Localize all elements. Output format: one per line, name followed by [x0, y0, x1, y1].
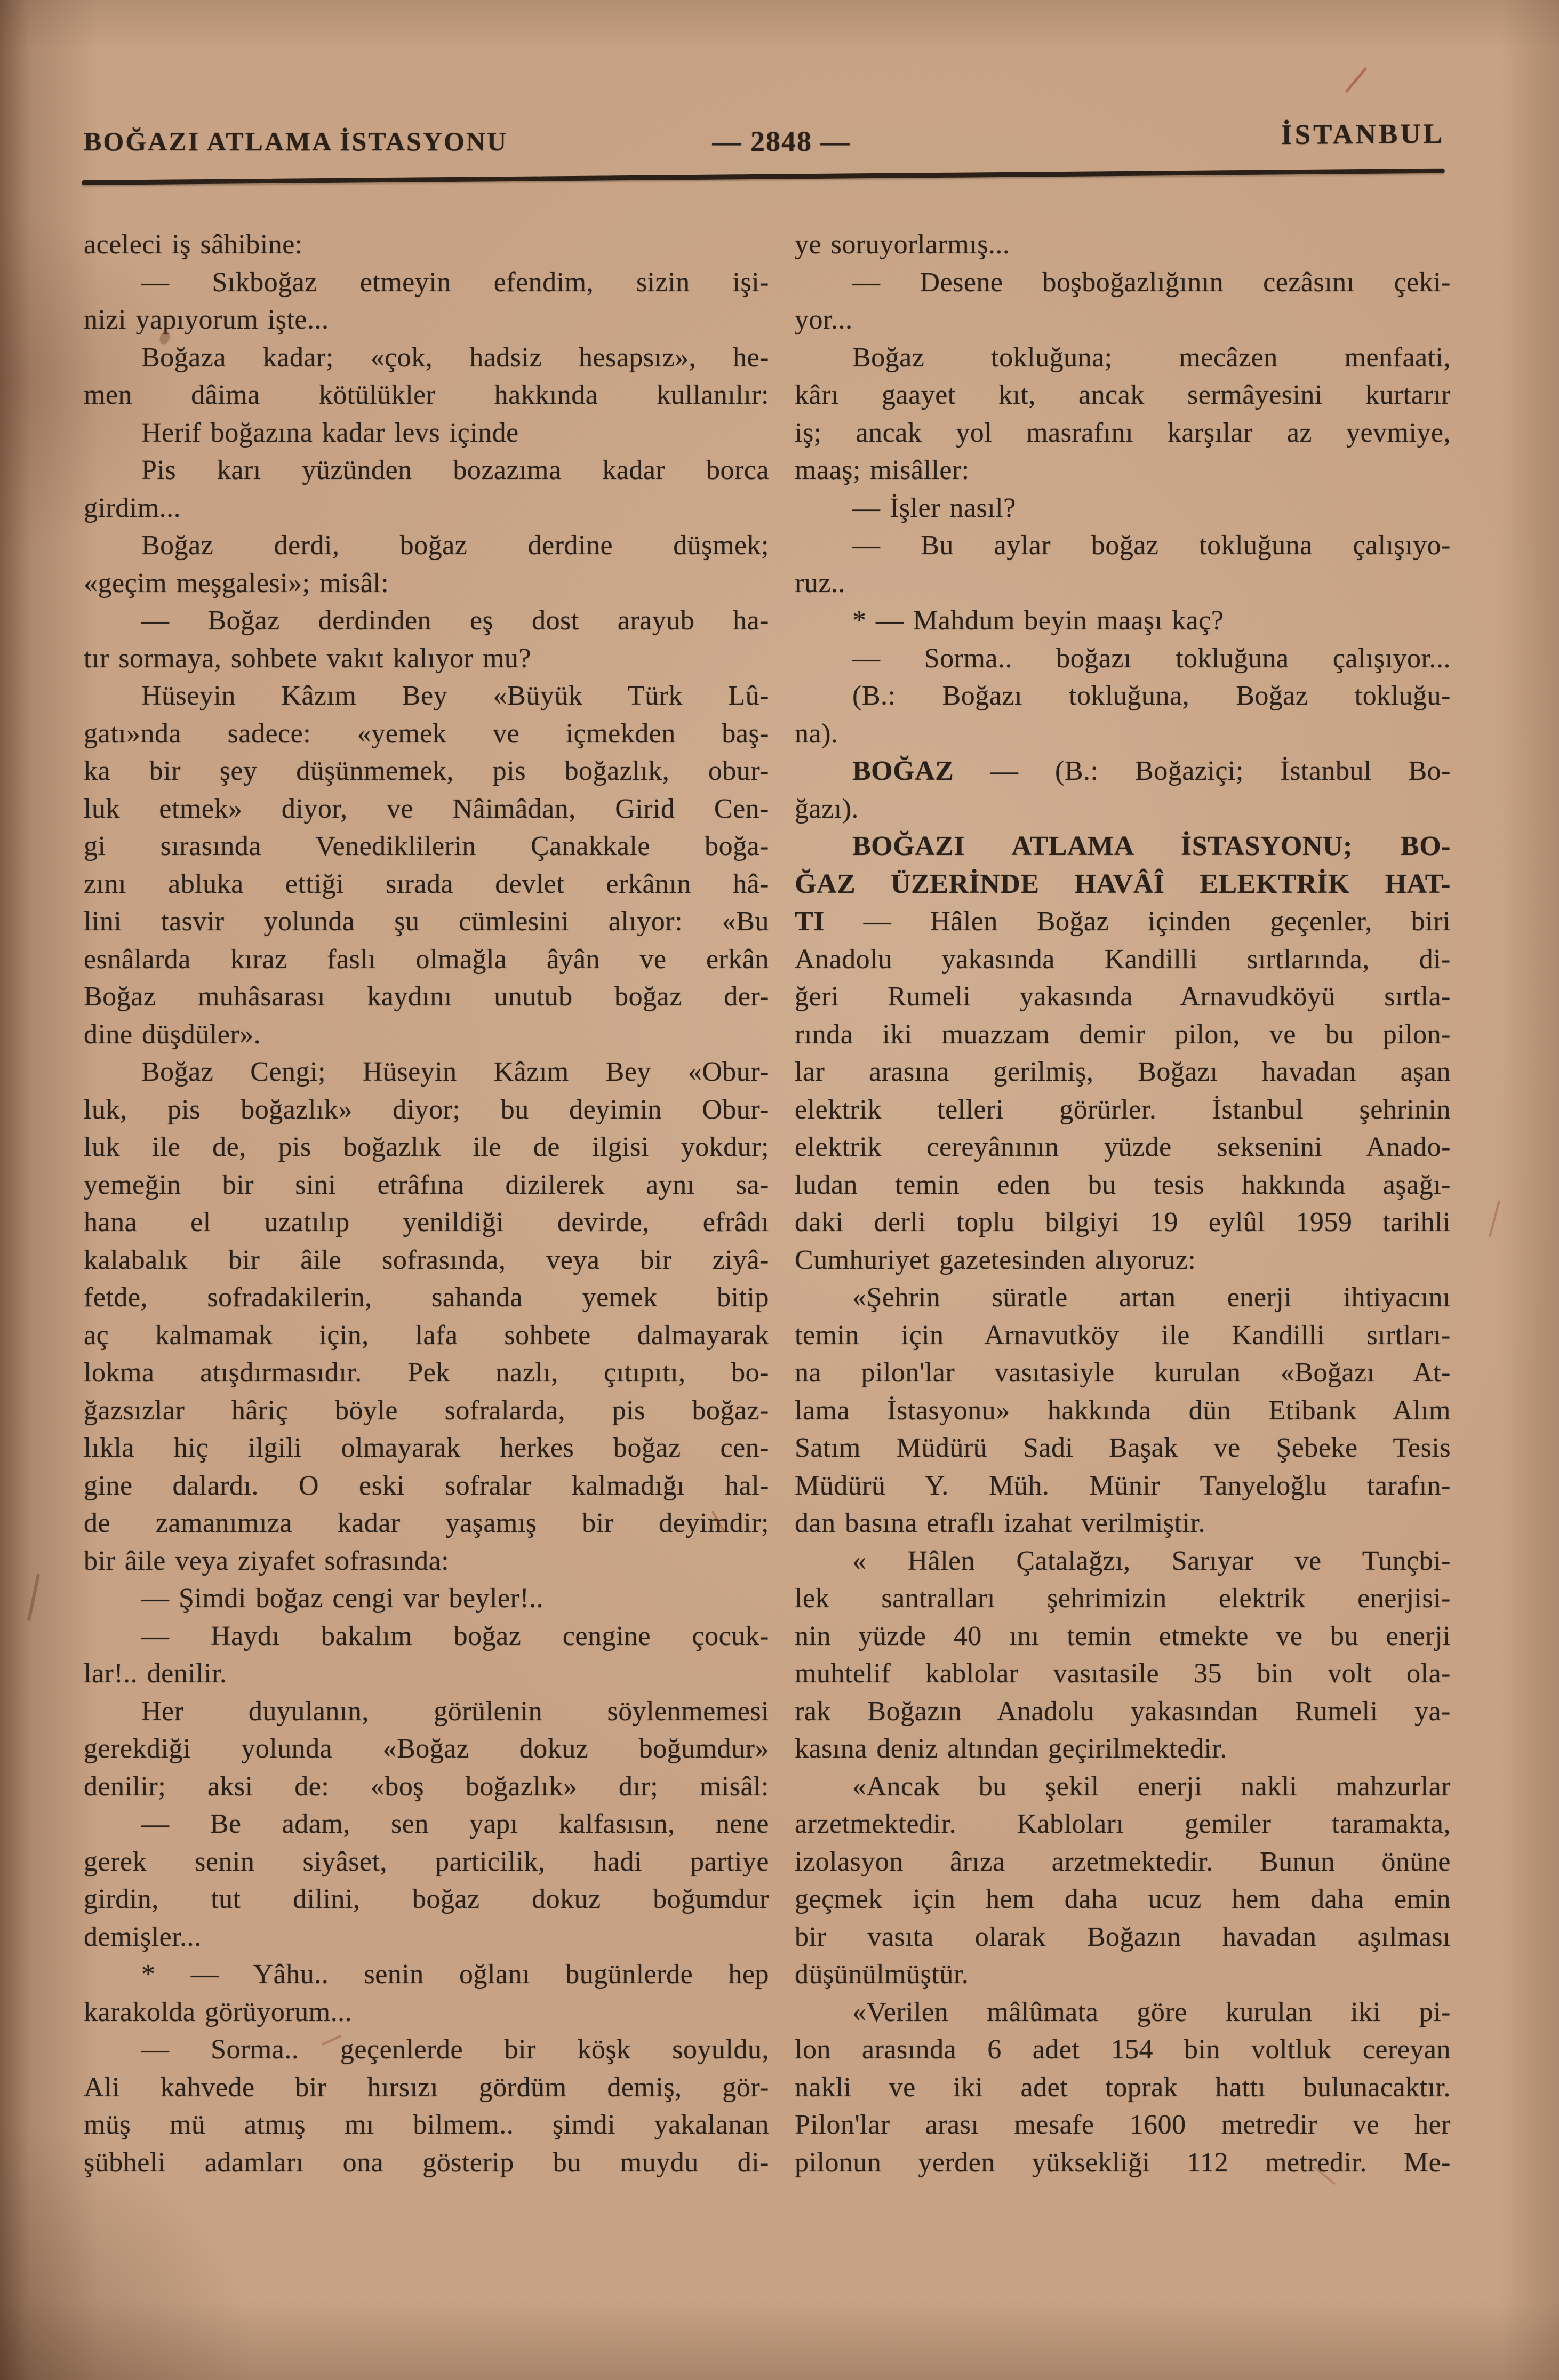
text-line: [84, 377, 769, 414]
text-segment: * — Mahdum beyin maaşı kaç?: [852, 605, 1224, 636]
text-line: [84, 903, 769, 941]
text-line: [84, 1129, 769, 1167]
text-segment: lama İstasyonu» hakkında dün Etibank Alım: [795, 1395, 1451, 1426]
text-line: [795, 1279, 1451, 1317]
text-segment: bir vasıta olarak Boğazın havadan aşılması: [795, 1921, 1451, 1952]
text-segment: izolasyon ârıza arzetmektedir. Bunun önüne: [795, 1846, 1451, 1877]
text-segment: nin yüzde 40 ını temin etmekte ve bu enerji: [795, 1620, 1451, 1651]
text-segment: luk ile de, pis boğazlık ile de ilgisi yokdur;: [84, 1132, 769, 1162]
text-line: [795, 978, 1451, 1016]
text-line: [795, 640, 1451, 678]
text-line: [795, 866, 1451, 904]
text-segment: yemeğin bir sini etrâfına dizilerek aynı sa-: [84, 1169, 769, 1200]
text-segment: Satım Müdürü Sadi Başak ve Şebeke Tesis: [795, 1433, 1451, 1463]
text-line: [795, 1768, 1451, 1806]
text-line: [84, 1392, 769, 1430]
text-segment: gatı»nda sadece: «yemek ve içmekden baş-: [84, 718, 769, 749]
text-segment: hana el uzatılıp yenildiği devirde, efrâdı: [84, 1207, 769, 1237]
text-segment: — Be adam, sen yapı kalfasısın, nene: [141, 1809, 769, 1839]
text-line: [795, 2069, 1451, 2107]
text-line: [795, 1618, 1451, 1656]
text-line: [795, 1806, 1451, 1843]
text-segment: * — Yâhu.. senin oğlanı bugünlerde hep: [141, 1959, 769, 1990]
text-segment: gerekdiği yolunda «Boğaz dokuz boğumdur»: [84, 1734, 769, 1764]
text-column-left: [84, 226, 769, 2182]
text-segment: — Sıkboğaz etmeyin efendim, sizin işi-: [141, 267, 769, 298]
text-segment: aceleci iş sâhibine:: [84, 229, 303, 260]
paper-stain: [27, 1574, 41, 1621]
text-line: [795, 1580, 1451, 1618]
text-line: [84, 1429, 769, 1467]
text-segment: gerek senin siyâset, particilik, hadi partiye: [84, 1846, 769, 1877]
text-segment: — Sorma.. geçenlerde bir köşk soyuldu,: [141, 2034, 769, 2065]
text-line: [84, 1016, 769, 1054]
text-segment: — Haydı bakalım boğaz cengine çocuk-: [141, 1620, 769, 1651]
text-segment: rında iki muazzam demir pilon, ve bu pilon-: [795, 1019, 1451, 1050]
text-line: [84, 602, 769, 640]
text-line: [795, 452, 1451, 490]
text-line: [84, 1655, 769, 1693]
text-line: [84, 1994, 769, 2032]
text-line: [84, 1693, 769, 1731]
text-segment: Anadolu yakasında Kandilli sırtlarında, di-: [795, 944, 1451, 975]
text-line: [795, 715, 1451, 753]
text-segment: nizi yapıyorum işte...: [84, 305, 329, 335]
paper-fiber: [1489, 1201, 1500, 1237]
text-line: [795, 264, 1451, 302]
text-line: [84, 715, 769, 753]
text-line: [795, 828, 1451, 866]
text-segment: nakli ve iki adet toprak hattı bulunacaktır.: [795, 2072, 1451, 2103]
running-title-volume: İSTANBUL: [1281, 118, 1445, 151]
text-line: [795, 1730, 1451, 1768]
text-line: [84, 339, 769, 377]
text-segment: temin için Arnavutköy ile Kandilli sırtları-: [795, 1320, 1451, 1351]
text-line: [84, 301, 769, 339]
text-line: [795, 790, 1451, 828]
text-segment: — Bu aylar boğaz tokluğuna çalışıyo-: [852, 530, 1451, 561]
header-rule: [82, 169, 1445, 185]
text-line: [84, 1279, 769, 1317]
text-segment: ka bir şey düşünmemek, pis boğazlık, obur-: [84, 756, 769, 786]
text-line: [84, 866, 769, 904]
text-line: [84, 1204, 769, 1242]
text-segment: girdin, tut dilini, boğaz dokuz boğumdur: [84, 1884, 769, 1914]
text-line: [84, 640, 769, 678]
text-line: [84, 1768, 769, 1806]
text-line: [795, 1167, 1451, 1204]
text-line: [84, 1881, 769, 1919]
text-line: [84, 828, 769, 866]
text-line: [795, 753, 1451, 790]
text-segment: zını abluka ettiği sırada devlet erkânın hâ-: [84, 868, 769, 899]
text-line: [84, 978, 769, 1016]
text-segment: — (B.: Boğaziçi; İstanbul Bo-: [954, 756, 1451, 786]
text-segment: geçmek için hem daha ucuz hem daha emin: [795, 1884, 1451, 1914]
text-line: [795, 527, 1451, 565]
text-segment: «Ancak bu şekil enerji nakli mahzurlar: [852, 1771, 1451, 1802]
text-segment: Hüseyin Kâzım Bey «Büyük Türk Lû-: [141, 681, 769, 711]
text-segment: « Hâlen Çatalağzı, Sarıyar ve Tunçbi-: [852, 1545, 1451, 1576]
text-segment: ruz..: [795, 568, 845, 598]
text-line: [795, 1843, 1451, 1881]
text-segment: müş mü atmış mı bilmem.. şimdi yakalanan: [84, 2110, 769, 2140]
text-line: [84, 2144, 769, 2182]
text-segment: men dâima kötülükler hakkında kullanılır:: [84, 380, 769, 410]
text-line: [84, 790, 769, 828]
text-segment: elektrik telleri görürler. İstanbul şehrinin: [795, 1094, 1451, 1125]
text-segment: Boğaza kadar; «çok, hadsiz hesapsız», he-: [141, 342, 769, 373]
text-line: [795, 1091, 1451, 1129]
text-line: [84, 1730, 769, 1768]
text-segment: «geçim meşgalesi»; misâl:: [84, 568, 389, 598]
bold-text-segment: ĞAZ ÜZERİNDE HAVÂÎ ELEKTRİK HAT-: [795, 868, 1451, 899]
text-segment: lokma atışdırmasıdır. Pek nazlı, çıtıpıtı, bo-: [84, 1357, 769, 1388]
text-segment: daki derli toplu bilgiyi 19 eylûl 1959 tarihli: [795, 1207, 1451, 1237]
text-segment: Müdürü Y. Müh. Münir Tanyeloğlu tarafın-: [795, 1470, 1451, 1501]
text-segment: aç kalmamak için, lafa sohbete dalmayarak: [84, 1320, 769, 1351]
text-line: [795, 941, 1451, 979]
text-segment: ğazı).: [795, 793, 859, 824]
text-segment: Boğaz muhâsarası kaydını unutub boğaz der-: [84, 981, 769, 1012]
text-segment: girdim...: [84, 492, 181, 523]
text-segment: düşünülmüştür.: [795, 1959, 969, 1990]
text-line: [795, 377, 1451, 414]
text-line: [84, 2069, 769, 2107]
text-segment: — İşler nasıl?: [852, 492, 1016, 523]
text-segment: arzetmektedir. Kabloları gemiler taramakta,: [795, 1809, 1451, 1839]
text-segment: ğazsızlar hâriç böyle sofralarda, pis boğaz-: [84, 1395, 769, 1426]
text-segment: denilir; aksi de: «boş boğazlık» dır; misâl:: [84, 1771, 769, 1802]
text-segment: Ali kahvede bir hırsızı gördüm demiş, gör-: [84, 2072, 769, 2103]
text-column-right: [795, 226, 1451, 2182]
text-line: [84, 414, 769, 452]
paper-fiber: [1345, 67, 1367, 93]
text-line: [795, 1919, 1451, 1956]
text-segment: na).: [795, 718, 838, 749]
text-segment: karakolda görüyorum...: [84, 1996, 353, 2027]
text-segment: Her duyulanın, görülenin söylenmemesi: [141, 1696, 769, 1727]
bold-text-segment: TI: [795, 906, 825, 937]
text-segment: — Boğaz derdinden eş dost arayub ha-: [141, 605, 769, 636]
text-line: [84, 1317, 769, 1355]
text-line: [84, 1618, 769, 1656]
text-line: [84, 1543, 769, 1580]
text-line: [84, 1806, 769, 1843]
text-segment: luk etmek» diyor, ve Nâimâdan, Girid Cen-: [84, 793, 769, 824]
text-segment: lıkla hiç ilgili olmayarak herkes boğaz cen-: [84, 1433, 769, 1463]
text-line: [795, 2144, 1451, 2182]
text-segment: pilonun yerden yüksekliği 112 metredir. Me-: [795, 2147, 1451, 2178]
text-line: [84, 1843, 769, 1881]
text-segment: «Şehrin süratle artan enerji ihtiyacını: [852, 1282, 1451, 1313]
text-segment: Pilon'lar arası mesafe 1600 metredir ve her: [795, 2110, 1451, 2140]
text-line: [795, 2031, 1451, 2069]
text-line: [795, 1881, 1451, 1919]
text-segment: şübheli adamları ona gösterip bu muydu di-: [84, 2147, 769, 2178]
text-segment: Boğaz tokluğuna; mecâzen menfaati,: [852, 342, 1451, 373]
text-segment: lek santralları şehrimizin elektrik enerjisi-: [795, 1583, 1451, 1614]
text-segment: Cumhuriyet gazetesinden alıyoruz:: [795, 1244, 1196, 1275]
text-line: [795, 1655, 1451, 1693]
text-segment: elektrik cereyânının yüzde seksenini Anado-: [795, 1132, 1451, 1162]
text-segment: maaş; misâller:: [795, 455, 970, 485]
text-line: [795, 1317, 1451, 1355]
text-segment: — Şimdi boğaz cengi var beyler!..: [141, 1583, 544, 1614]
text-line: [795, 226, 1451, 264]
text-line: [84, 1505, 769, 1543]
text-line: [795, 1693, 1451, 1731]
text-line: [795, 339, 1451, 377]
text-segment: ye soruyorlarmış...: [795, 229, 1010, 260]
text-segment: yor...: [795, 305, 853, 335]
text-segment: luk, pis boğazlık» diyor; bu deyimin Obur-: [84, 1094, 769, 1125]
text-segment: Pis karı yüzünden bozazıma kadar borca: [141, 455, 769, 485]
text-segment: — Sorma.. boğazı tokluğuna çalışıyor...: [852, 643, 1451, 674]
text-segment: — Desene boşboğazlığının cezâsını çeki-: [852, 267, 1451, 298]
text-segment: iş; ancak yol masrafını karşılar az yevmiye,: [795, 417, 1451, 448]
text-line: [84, 1919, 769, 1956]
text-segment: kârı gaayet kıt, ancak sermâyesini kurtarır: [795, 380, 1451, 410]
text-line: [84, 677, 769, 715]
text-line: [795, 1016, 1451, 1054]
text-line: [795, 903, 1451, 941]
bold-text-segment: BOĞAZ: [852, 756, 954, 786]
text-line: [795, 1429, 1451, 1467]
text-line: [84, 941, 769, 979]
text-segment: kalabalık bir âile sofrasında, veya bir ziyâ-: [84, 1244, 769, 1275]
text-line: [84, 527, 769, 565]
text-segment: Boğaz derdi, boğaz derdine düşmek;: [141, 530, 769, 561]
text-segment: demişler...: [84, 1921, 202, 1952]
text-segment: fetde, sofradakilerin, sahanda yemek bitip: [84, 1282, 769, 1313]
text-segment: lar!.. denilir.: [84, 1658, 227, 1689]
text-line: [84, 1053, 769, 1091]
text-segment: lon arasında 6 adet 154 bin voltluk cereyan: [795, 2034, 1451, 2065]
page-number: — 2848 —: [712, 125, 851, 157]
text-segment: ludan temin eden bu tesis hakkında aşağı-: [795, 1169, 1451, 1200]
text-segment: dan basına etraflı izahat verilmiştir.: [795, 1508, 1205, 1538]
text-line: [84, 452, 769, 490]
text-line: [84, 226, 769, 264]
text-line: [795, 414, 1451, 452]
text-line: [84, 1467, 769, 1505]
text-line: [795, 1242, 1451, 1280]
text-line: [84, 753, 769, 790]
text-line: [84, 490, 769, 528]
text-line: [795, 301, 1451, 339]
text-line: [84, 1956, 769, 1994]
text-segment: lini tasvir yolunda şu cümlesini alıyor: «Bu: [84, 906, 769, 937]
text-segment: kasına deniz altından geçirilmektedir.: [795, 1734, 1227, 1764]
running-title-entry: BOĞAZI ATLAMA İSTASYONU: [84, 126, 508, 156]
text-segment: Herif boğazına kadar levs içinde: [141, 417, 519, 448]
text-line: [84, 1091, 769, 1129]
text-line: [795, 1129, 1451, 1167]
text-segment: rak Boğazın Anadolu yakasından Rumeli ya-: [795, 1696, 1451, 1727]
bold-text-segment: BOĞAZI ATLAMA İSTASYONU; BO-: [852, 831, 1451, 861]
text-line: [84, 2106, 769, 2144]
text-line: [795, 1505, 1451, 1543]
text-line: [795, 1994, 1451, 2032]
text-line: [795, 602, 1451, 640]
text-line: [84, 1580, 769, 1618]
text-segment: Boğaz Cengi; Hüseyin Kâzım Bey «Obur-: [141, 1057, 769, 1087]
text-line: [84, 264, 769, 302]
text-line: [795, 677, 1451, 715]
text-segment: tır sormaya, sohbete vakıt kalıyor mu?: [84, 643, 532, 674]
text-line: [84, 1167, 769, 1204]
text-segment: bir âile veya ziyafet sofrasında:: [84, 1545, 450, 1576]
text-line: [795, 1392, 1451, 1430]
text-segment: de zamanımıza kadar yaşamış bir deyimdir;: [84, 1508, 769, 1538]
text-segment: gine dalardı. O eski sofralar kalmadığı hal-: [84, 1470, 769, 1501]
text-line: [795, 1053, 1451, 1091]
text-segment: na pilon'lar vasıtasiyle kurulan «Boğazı At-: [795, 1357, 1451, 1388]
text-segment: muhtelif kablolar vasıtasile 35 bin volt ola-: [795, 1658, 1451, 1689]
text-line: [84, 565, 769, 603]
text-line: [795, 1354, 1451, 1392]
text-segment: — Hâlen Boğaz içinden geçenler, biri: [824, 906, 1451, 937]
text-segment: ğeri Rumeli yakasında Arnavudköyü sırtla-: [795, 981, 1451, 1012]
text-line: [84, 1242, 769, 1280]
text-line: [795, 1467, 1451, 1505]
text-line: [84, 2031, 769, 2069]
text-line: [795, 2106, 1451, 2144]
text-line: [795, 1543, 1451, 1580]
text-segment: (B.: Boğazı tokluğuna, Boğaz tokluğu-: [852, 681, 1451, 711]
text-segment: dine düşdüler».: [84, 1019, 261, 1050]
text-segment: gi sırasında Venediklilerin Çanakkale boğa-: [84, 831, 769, 861]
text-line: [795, 1956, 1451, 1994]
text-line: [84, 1354, 769, 1392]
text-line: [795, 490, 1451, 528]
text-line: [795, 565, 1451, 603]
text-segment: «Verilen mâlûmata göre kurulan iki pi-: [852, 1996, 1451, 2027]
text-segment: lar arasına gerilmiş, Boğazı havadan aşan: [795, 1057, 1451, 1087]
text-segment: esnâlarda kıraz faslı olmağla âyân ve erkân: [84, 944, 769, 975]
text-line: [795, 1204, 1451, 1242]
